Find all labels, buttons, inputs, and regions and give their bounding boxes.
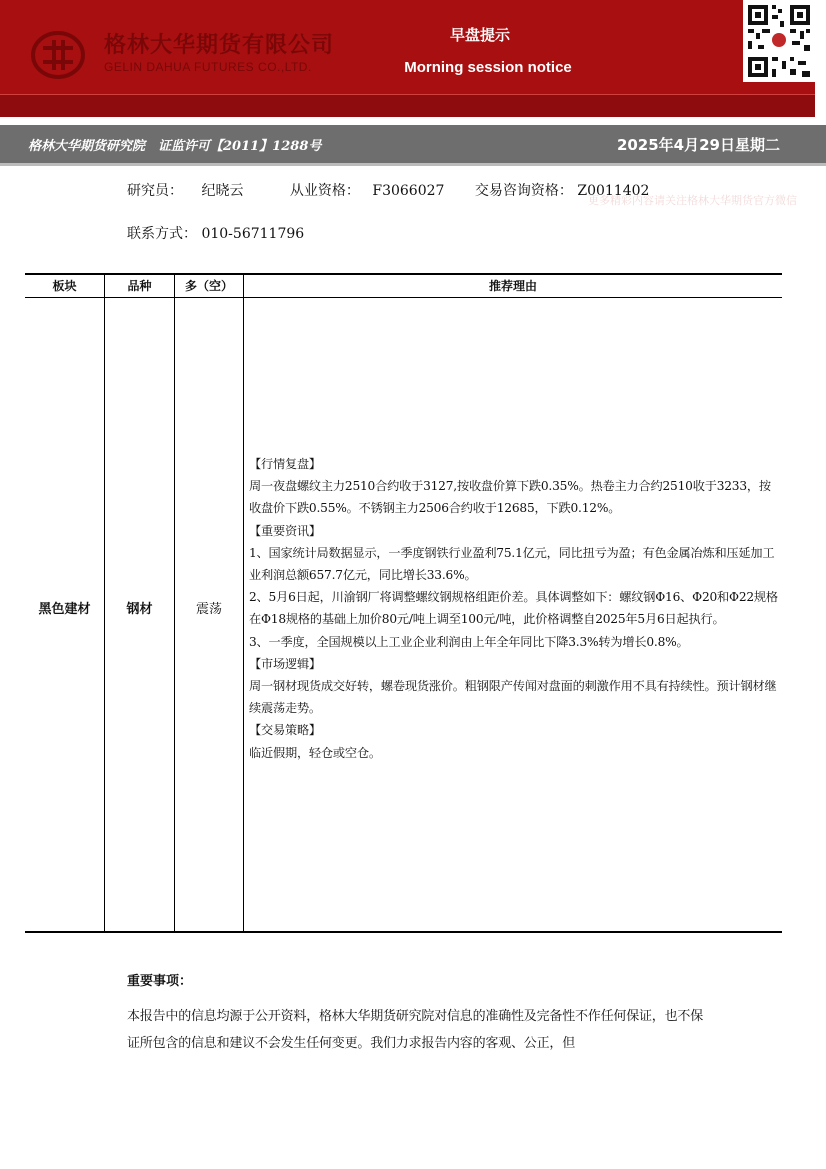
researcher-label: 研究员： [127,183,183,199]
researcher-name: 纪晓云 [201,183,244,199]
table-header [25,275,782,298]
researcher-info [127,180,649,200]
section-heading: 【市场逻辑】 [249,656,321,671]
reason-paragraph: 3、一季度，全国规模以上工业企业利润由上年全年同比下降3.3%转为增长0.8%。 [249,634,689,649]
wechat-follow-text: 更多精彩内容请关注格林大华期货官方微信 [588,194,797,207]
reason-cell [249,453,779,764]
column-divider [243,275,244,931]
sector-cell: 黑色建材 [38,602,91,617]
institute-bar [0,125,826,166]
consult-number: Z0011402 [577,183,650,199]
header-sector: 板块 [52,279,77,293]
company-logo [30,30,86,80]
recommendation-table [25,273,782,933]
contact-info [127,223,304,243]
header-direction: 多（空） [184,279,233,293]
qualification-number: F3066027 [372,183,445,199]
company-name-cn: 格林大华期货有限公司 [104,33,335,58]
section-heading: 【行情复盘】 [249,457,321,471]
header-variety: 品种 [127,279,152,293]
report-title-cn: 早盘提示 [449,26,510,44]
reason-paragraph: 2、5月6日起，川渝钢厂将调整螺纹钢规格组距价差。具体调整如下：螺纹钢Φ16、Φ20和Φ22规格在Φ18规格的基础上加价80元/吨上调至100元/吨，此价格调整自2025年5月6日起执行。 [249,590,778,627]
report-date: 2025年4月29日星期二 [616,136,780,154]
reason-paragraph: 周一钢材现货成交好转，螺卷现货涨价。粗钢限产传闻对盘面的刺激作用不具有持续性。预计钢材继续震荡走势。 [249,679,777,716]
variety-cell: 钢材 [126,602,153,617]
section-heading: 【重要资讯】 [249,523,321,538]
qualification-label: 从业资格： [289,183,360,199]
reason-paragraph: 周一夜盘螺纹主力2510合约收于3127,按收盘价算下跌0.35%。热卷主力合约2510收于3233，按收盘价下跌0.55%。不锈钢主力2506合约收于12685，下跌0.12%。 [249,479,771,516]
contact-label: 联系方式： [127,226,197,242]
company-name-en: GELIN DAHUA FUTURES CO.,LTD. [104,60,312,74]
reason-paragraph: 1、国家统计局数据显示，一季度钢铁行业盈利75.1亿元，同比扭亏为盈；有色金属冶炼和压延加工业利润总额657.7亿元，同比增长33.6%。 [249,545,775,583]
direction-cell: 震荡 [195,602,222,617]
section-heading: 【交易策略】 [249,723,321,738]
notes-body: 本报告中的信息均源于公开资料，格林大华期货研究院对信息的准确性及完备性不作任何保证，也不保证所包含的信息和建议不会发生任何变更。我们力求报告内容的客观、公正，但 [127,1009,704,1051]
qr-code-icon [743,0,815,82]
header-reason: 推荐理由 [488,279,537,293]
consult-label: 交易咨询资格： [474,183,573,199]
institute-license: 格林大华期货研究院 证监许可【2011】1288号 [28,139,322,154]
report-title-en: Morning session notice [404,59,572,76]
reason-paragraph: 临近假期，轻仓或空仓。 [249,745,381,760]
contact-phone: 010-56711796 [201,226,305,242]
notes-title: 重要事项： [127,974,193,989]
